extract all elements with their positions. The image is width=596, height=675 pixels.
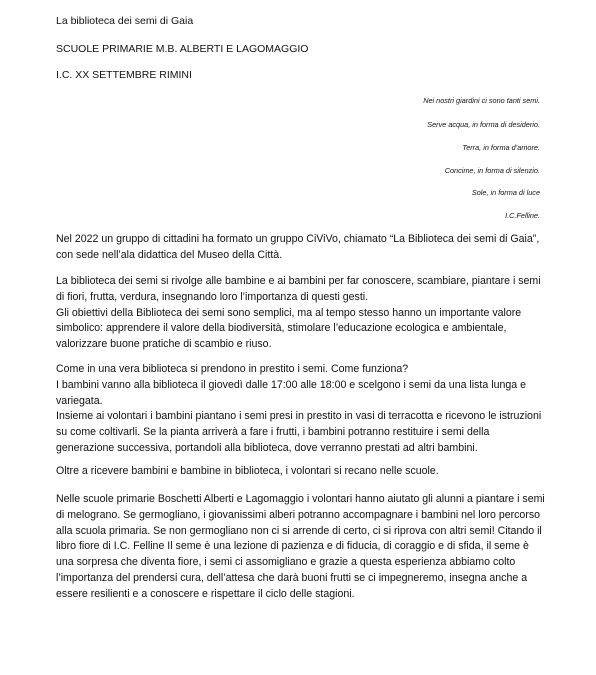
paragraph-text: Come in una vera biblioteca si prendono in prestito i semi. Come funziona? <box>56 363 409 375</box>
poem-line: Nei nostri giardini ci sono tanti semi. <box>423 96 540 105</box>
poem-line: Serve acqua, in forma di desiderio. <box>427 120 540 129</box>
poem-line: Terra, in forma d’amore. <box>462 143 540 152</box>
paragraph-schools-intro <box>56 464 546 480</box>
poem-author: I.C.Felline. <box>505 211 540 220</box>
poem-line: Concime, in forma di silenzio. <box>444 166 540 175</box>
institute-name: I.C. XX SETTEMBRE RIMINI <box>56 69 192 81</box>
paragraph-schools <box>56 492 546 603</box>
paragraph-text: Gli obiettivi della Biblioteca dei semi sono semplici, ma al tempo stesso hanno un importante valore simbolico: apprendere il valore della biodiversità, stimolare l’educazione ecologica e ambientale, valorizzare buone pratiche di scambio e riuso. <box>56 306 522 351</box>
paragraph-text: Oltre a ricevere bambini e bambine in biblioteca, i volontari si recano nelle scuole. <box>56 465 439 477</box>
paragraph-text: Nel 2022 un gruppo di cittadini ha formato un gruppo CiViVo, chiamato “La Biblioteca dei semi di Gaia”, con sede nell’ala didattica del Museo della Città. <box>56 233 540 261</box>
paragraph-text: La biblioteca dei semi si rivolge alle bambine e ai bambini per far conoscere, scambiare, piantare i semi di fiori, frutta, verdura, insegnando loro l’importanza di questi gesti. <box>56 275 541 303</box>
paragraph-text: Insieme ai volontari i bambini piantano i semi presi in prestito in vasi di terracotta e ricevono le istruzioni su come coltivarli. Se la pianta arriverà a fare i frutti, i bambini potranno restituire i semi della generazione successiva, portandoli alla biblioteca, dove verranno prestati ad altri bambini. <box>56 410 542 454</box>
document-title: La biblioteca dei semi di Gaia <box>56 15 194 27</box>
paragraph-how-it-works <box>56 362 546 457</box>
school-names: SCUOLE PRIMARIE M.B. ALBERTI E LAGOMAGGIO <box>56 43 309 55</box>
paragraph-text: Nelle scuole primarie Boschetti Alberti e Lagomaggio i volontari hanno aiutato gli alunni a piantare i semi di melograno. Se germogliano, i giovanissimi alberi potranno accompagnare i bambini nel loro percorso alla scuola primaria. Se non germogliano non ci si arrende di certo, ci si riprova con altri semi! Citando il libro fiore di I.C. Felline Il seme è una lezione di pazienza e di fiducia, di coraggio e di sfida, il seme è una sorpresa che diventa fiore, i semi ci assomigliano e grazie a questa esperienza abbiamo colto l’importanza del prendersi cura, dell’attesa che darà buoni frutti se ci impegneremo, insegna anche a essere resilienti e a conoscere e rispettare il ciclo delle stagioni. <box>56 493 545 600</box>
paragraph-text: I bambini vanno alla biblioteca il giovedì dalle 17:00 alle 18:00 e scelgono i semi da una lista lunga e variegata. <box>56 378 526 407</box>
paragraph-intro <box>56 232 546 264</box>
paragraph-goals <box>56 274 546 353</box>
poem-line: Sole, in forma di luce <box>471 188 540 197</box>
